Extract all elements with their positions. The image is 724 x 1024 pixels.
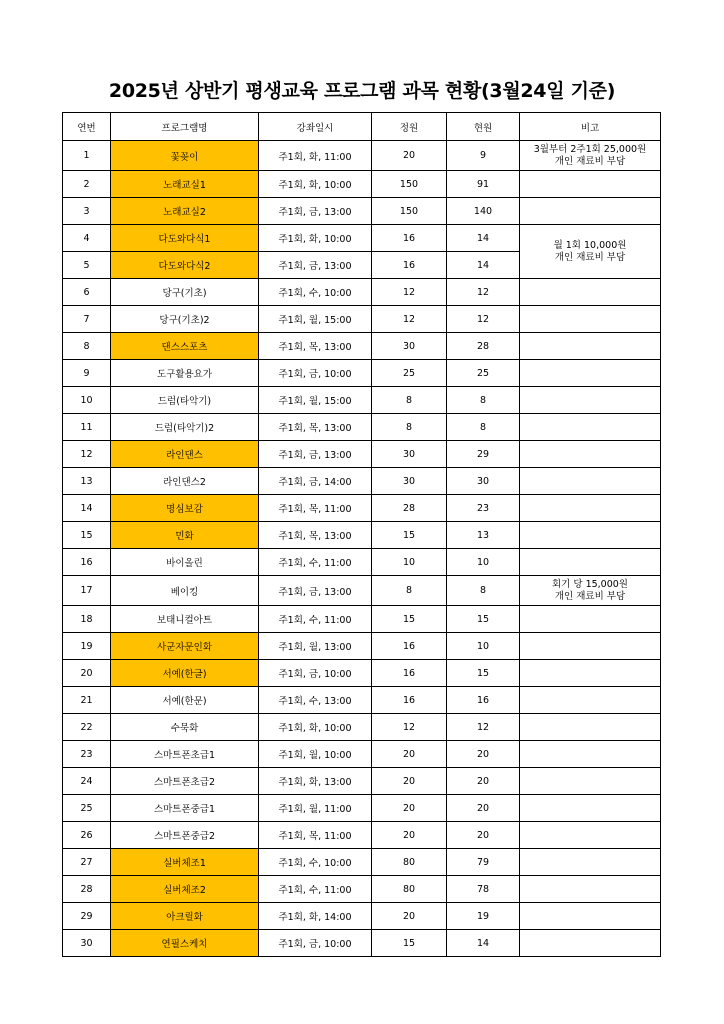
schedule: 주1회, 월, 10:00 — [259, 741, 372, 768]
program-table — [62, 112, 661, 957]
remarks — [520, 198, 661, 225]
remarks-line: 3월부터 2주1회 25,000원 — [533, 144, 647, 155]
program-name: 댄스스포츠 — [111, 333, 259, 360]
row-number: 22 — [63, 714, 111, 741]
remarks — [520, 795, 661, 822]
row-number: 25 — [63, 795, 111, 822]
schedule: 주1회, 화, 10:00 — [259, 714, 372, 741]
enrolled: 29 — [447, 441, 520, 468]
row-number: 1 — [63, 141, 111, 171]
program-name: 다도와다식1 — [111, 225, 259, 252]
header-no: 연번 — [63, 113, 111, 141]
schedule: 주1회, 목, 13:00 — [259, 414, 372, 441]
capacity: 20 — [372, 141, 447, 171]
program-name: 수묵화 — [111, 714, 259, 741]
header-remarks: 비고 — [520, 113, 661, 141]
capacity: 12 — [372, 279, 447, 306]
enrolled: 15 — [447, 660, 520, 687]
schedule: 주1회, 화, 14:00 — [259, 903, 372, 930]
remarks — [520, 495, 661, 522]
capacity: 30 — [372, 468, 447, 495]
capacity: 16 — [372, 252, 447, 279]
capacity: 10 — [372, 549, 447, 576]
row-number: 6 — [63, 279, 111, 306]
row-number: 11 — [63, 414, 111, 441]
remarks — [520, 849, 661, 876]
table-row — [63, 795, 661, 822]
program-name: 바이올린 — [111, 549, 259, 576]
remarks-line: 개인 재료비 부담 — [554, 155, 626, 167]
enrolled: 8 — [447, 576, 520, 606]
capacity: 12 — [372, 714, 447, 741]
header-program-name: 프로그램명 — [111, 113, 259, 141]
program-name: 다도와다식2 — [111, 252, 259, 279]
row-number: 3 — [63, 198, 111, 225]
schedule: 주1회, 수, 10:00 — [259, 849, 372, 876]
program-name: 서예(한문) — [111, 687, 259, 714]
program-name: 스마트폰중급1 — [111, 795, 259, 822]
row-number: 28 — [63, 876, 111, 903]
capacity: 20 — [372, 822, 447, 849]
enrolled: 79 — [447, 849, 520, 876]
capacity: 8 — [372, 414, 447, 441]
enrolled: 9 — [447, 141, 520, 171]
row-number: 2 — [63, 171, 111, 198]
program-name: 연필스케치 — [111, 930, 259, 957]
table-row — [63, 714, 661, 741]
table-row — [63, 468, 661, 495]
schedule: 주1회, 금, 13:00 — [259, 252, 372, 279]
table-row — [63, 633, 661, 660]
header-capacity: 정원 — [372, 113, 447, 141]
row-number: 29 — [63, 903, 111, 930]
remarks — [520, 768, 661, 795]
table-row — [63, 576, 661, 606]
remarks — [520, 633, 661, 660]
schedule: 주1회, 금, 13:00 — [259, 198, 372, 225]
capacity: 20 — [372, 903, 447, 930]
row-number: 15 — [63, 522, 111, 549]
remarks-line: 월 1회 10,000원 — [553, 239, 627, 251]
table-row — [63, 849, 661, 876]
remarks — [520, 279, 661, 306]
row-number: 21 — [63, 687, 111, 714]
row-number: 9 — [63, 360, 111, 387]
schedule: 주1회, 수, 11:00 — [259, 876, 372, 903]
row-number: 30 — [63, 930, 111, 957]
row-number: 5 — [63, 252, 111, 279]
table-row — [63, 768, 661, 795]
program-name: 아크릴화 — [111, 903, 259, 930]
table-row — [63, 171, 661, 198]
remarks-line: 회기 당 15,000원 — [552, 579, 628, 590]
schedule: 주1회, 목, 11:00 — [259, 495, 372, 522]
table-row — [63, 903, 661, 930]
table-row — [63, 360, 661, 387]
enrolled: 16 — [447, 687, 520, 714]
enrolled: 8 — [447, 414, 520, 441]
remarks — [520, 930, 661, 957]
program-name: 당구(기초) — [111, 279, 259, 306]
table-row — [63, 495, 661, 522]
capacity: 15 — [372, 930, 447, 957]
row-number: 10 — [63, 387, 111, 414]
table-row — [63, 306, 661, 333]
capacity: 20 — [372, 795, 447, 822]
remarks — [520, 522, 661, 549]
schedule: 주1회, 월, 15:00 — [259, 306, 372, 333]
table-row — [63, 876, 661, 903]
schedule: 주1회, 금, 10:00 — [259, 930, 372, 957]
schedule: 주1회, 화, 10:00 — [259, 171, 372, 198]
schedule: 주1회, 화, 10:00 — [259, 225, 372, 252]
program-name: 도구활용요가 — [111, 360, 259, 387]
remarks — [520, 903, 661, 930]
program-name: 노래교실1 — [111, 171, 259, 198]
table-row — [63, 441, 661, 468]
schedule: 주1회, 금, 13:00 — [259, 441, 372, 468]
schedule: 주1회, 화, 11:00 — [259, 141, 372, 171]
remarks-line: 개인 재료비 부담 — [554, 251, 626, 263]
capacity: 16 — [372, 225, 447, 252]
enrolled: 14 — [447, 252, 520, 279]
row-number: 19 — [63, 633, 111, 660]
enrolled: 10 — [447, 633, 520, 660]
schedule: 주1회, 화, 13:00 — [259, 768, 372, 795]
remarks — [520, 306, 661, 333]
program-name: 스마트폰중급2 — [111, 822, 259, 849]
enrolled: 78 — [447, 876, 520, 903]
enrolled: 12 — [447, 714, 520, 741]
table-row — [63, 333, 661, 360]
program-name: 스마트폰초급2 — [111, 768, 259, 795]
table-row — [63, 414, 661, 441]
schedule: 주1회, 금, 14:00 — [259, 468, 372, 495]
program-name: 실버체조2 — [111, 876, 259, 903]
enrolled: 91 — [447, 171, 520, 198]
remarks — [520, 225, 661, 279]
enrolled: 12 — [447, 279, 520, 306]
row-number: 14 — [63, 495, 111, 522]
enrolled: 20 — [447, 822, 520, 849]
remarks — [520, 606, 661, 633]
remarks — [520, 549, 661, 576]
program-name: 베이킹 — [111, 576, 259, 606]
schedule: 주1회, 목, 11:00 — [259, 822, 372, 849]
remarks — [520, 660, 661, 687]
table-row — [63, 687, 661, 714]
program-name: 라인댄스 — [111, 441, 259, 468]
schedule: 주1회, 월, 13:00 — [259, 633, 372, 660]
remarks — [520, 876, 661, 903]
program-name: 실버체조1 — [111, 849, 259, 876]
program-name: 라인댄스2 — [111, 468, 259, 495]
capacity: 15 — [372, 606, 447, 633]
enrolled: 20 — [447, 741, 520, 768]
capacity: 20 — [372, 768, 447, 795]
schedule: 주1회, 목, 13:00 — [259, 333, 372, 360]
capacity: 16 — [372, 660, 447, 687]
row-number: 20 — [63, 660, 111, 687]
capacity: 8 — [372, 387, 447, 414]
row-number: 7 — [63, 306, 111, 333]
schedule: 주1회, 수, 13:00 — [259, 687, 372, 714]
enrolled: 10 — [447, 549, 520, 576]
remarks — [520, 687, 661, 714]
header-enrolled: 현원 — [447, 113, 520, 141]
enrolled: 25 — [447, 360, 520, 387]
remarks-line: 개인 재료비 부담 — [554, 590, 626, 602]
remarks — [520, 171, 661, 198]
program-name: 드럼(타악기) — [111, 387, 259, 414]
capacity: 16 — [372, 687, 447, 714]
table-row — [63, 549, 661, 576]
enrolled: 19 — [447, 903, 520, 930]
remarks — [520, 414, 661, 441]
program-name: 민화 — [111, 522, 259, 549]
row-number: 18 — [63, 606, 111, 633]
enrolled: 28 — [447, 333, 520, 360]
enrolled: 30 — [447, 468, 520, 495]
schedule: 주1회, 금, 10:00 — [259, 660, 372, 687]
row-number: 16 — [63, 549, 111, 576]
schedule: 주1회, 수, 11:00 — [259, 549, 372, 576]
table-row — [63, 822, 661, 849]
enrolled: 20 — [447, 795, 520, 822]
schedule: 주1회, 금, 10:00 — [259, 360, 372, 387]
program-name: 꽃꽂이 — [111, 141, 259, 171]
program-name: 스마트폰초급1 — [111, 741, 259, 768]
capacity: 150 — [372, 171, 447, 198]
enrolled: 13 — [447, 522, 520, 549]
remarks — [520, 714, 661, 741]
program-name: 사군자문인화 — [111, 633, 259, 660]
table-row — [63, 930, 661, 957]
schedule: 주1회, 수, 11:00 — [259, 606, 372, 633]
program-name: 명심보감 — [111, 495, 259, 522]
capacity: 16 — [372, 633, 447, 660]
schedule: 주1회, 금, 13:00 — [259, 576, 372, 606]
remarks — [520, 333, 661, 360]
enrolled: 140 — [447, 198, 520, 225]
enrolled: 15 — [447, 606, 520, 633]
table-row — [63, 279, 661, 306]
program-name: 당구(기초)2 — [111, 306, 259, 333]
row-number: 23 — [63, 741, 111, 768]
page-title: 2025년 상반기 평생교육 프로그램 과목 현황(3월24일 기준) — [108, 80, 616, 102]
remarks — [520, 360, 661, 387]
capacity: 25 — [372, 360, 447, 387]
capacity: 15 — [372, 522, 447, 549]
enrolled: 14 — [447, 225, 520, 252]
schedule: 주1회, 월, 15:00 — [259, 387, 372, 414]
row-number: 17 — [63, 576, 111, 606]
capacity: 80 — [372, 876, 447, 903]
capacity: 20 — [372, 741, 447, 768]
remarks — [520, 741, 661, 768]
remarks — [520, 468, 661, 495]
program-name: 보태니컬아트 — [111, 606, 259, 633]
table-row — [63, 522, 661, 549]
remarks — [520, 387, 661, 414]
table-row — [63, 198, 661, 225]
schedule: 주1회, 목, 13:00 — [259, 522, 372, 549]
header-row — [63, 113, 661, 141]
capacity: 80 — [372, 849, 447, 876]
schedule: 주1회, 수, 10:00 — [259, 279, 372, 306]
enrolled: 8 — [447, 387, 520, 414]
enrolled: 12 — [447, 306, 520, 333]
program-name: 노래교실2 — [111, 198, 259, 225]
schedule: 주1회, 월, 11:00 — [259, 795, 372, 822]
row-number: 24 — [63, 768, 111, 795]
remarks — [520, 576, 661, 606]
capacity: 30 — [372, 333, 447, 360]
remarks — [520, 441, 661, 468]
table-row — [63, 606, 661, 633]
row-number: 27 — [63, 849, 111, 876]
enrolled: 14 — [447, 930, 520, 957]
row-number: 8 — [63, 333, 111, 360]
row-number: 13 — [63, 468, 111, 495]
capacity: 30 — [372, 441, 447, 468]
enrolled: 23 — [447, 495, 520, 522]
table-row — [63, 225, 661, 252]
table-row — [63, 660, 661, 687]
enrolled: 20 — [447, 768, 520, 795]
remarks — [520, 822, 661, 849]
capacity: 28 — [372, 495, 447, 522]
remarks — [520, 141, 661, 171]
row-number: 26 — [63, 822, 111, 849]
capacity: 150 — [372, 198, 447, 225]
table-row — [63, 141, 661, 171]
table-row — [63, 741, 661, 768]
capacity: 8 — [372, 576, 447, 606]
header-schedule: 강좌일시 — [259, 113, 372, 141]
program-name: 서예(한글) — [111, 660, 259, 687]
row-number: 12 — [63, 441, 111, 468]
capacity: 12 — [372, 306, 447, 333]
table-row — [63, 387, 661, 414]
row-number: 4 — [63, 225, 111, 252]
program-name: 드럼(타악기)2 — [111, 414, 259, 441]
